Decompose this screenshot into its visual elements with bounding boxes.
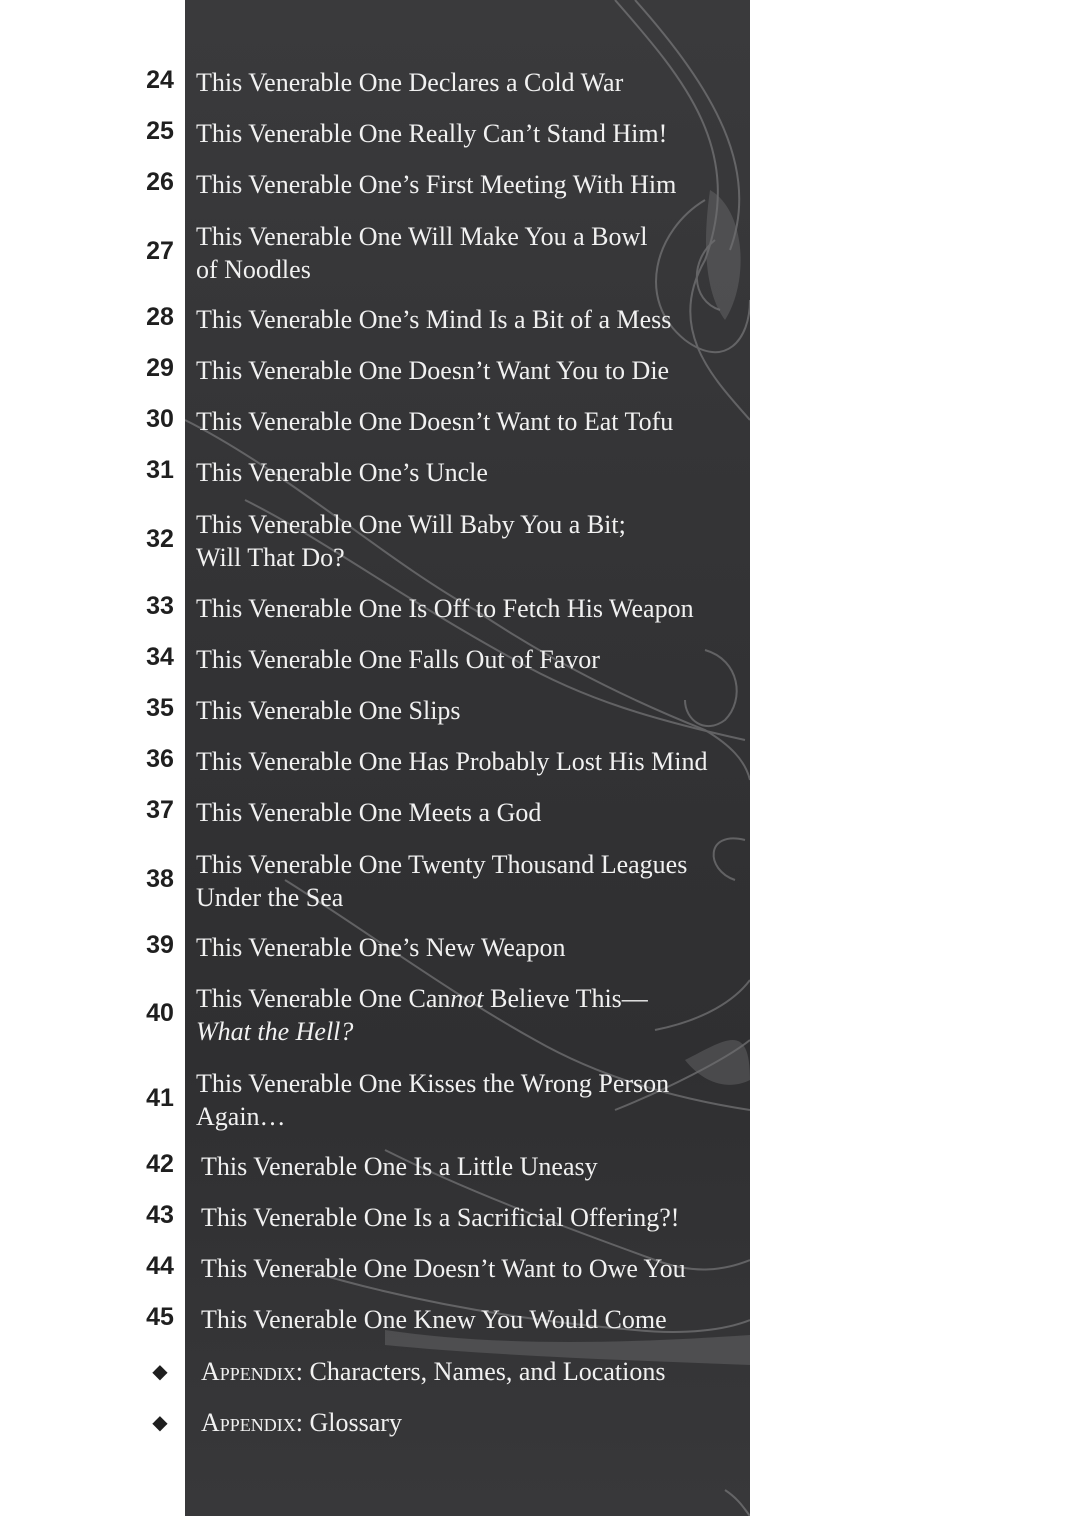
chapter-number: 28 [146,303,174,331]
chapter-number: 44 [146,1252,174,1280]
chapter-title[interactable]: This Venerable One Doesn’t Want to Eat Tofu [196,407,674,436]
chapter-number: 36 [146,745,174,773]
diamond-bullet-icon: ◆ [152,1412,168,1434]
chapter-number: 24 [146,66,174,94]
chapter-number: 27 [146,237,174,265]
chapter-number: 45 [146,1303,174,1331]
chapter-number: 42 [146,1150,174,1178]
chapter-title-line: Will That Do? [196,543,345,572]
chapter-number: 32 [146,525,174,553]
chapter-number: 34 [146,643,174,671]
appendix-title[interactable] [201,1406,731,1439]
chapter-title-line: This Venerable One Kisses the Wrong Person [196,1069,670,1098]
chapter-number: 41 [146,1084,174,1112]
appendix-title-text: Glossary [303,1408,402,1437]
appendix-label: Appendix: [201,1408,304,1437]
chapter-number: 26 [146,168,174,196]
chapter-title[interactable] [196,1067,726,1133]
chapter-title[interactable]: This Venerable One Declares a Cold War [196,68,624,97]
chapter-number: 35 [146,694,174,722]
chapter-title[interactable]: This Venerable One Is Off to Fetch His Weapon [196,594,694,623]
chapter-title-line: Again… [196,1102,286,1131]
chapter-title[interactable] [196,508,726,574]
appendix-label: Appendix: [201,1357,304,1386]
chapter-title[interactable] [196,848,726,914]
chapter-number: 39 [146,931,174,959]
chapter-title-text: Believe This— [483,984,648,1013]
chapter-number: 43 [146,1201,174,1229]
chapter-number: 29 [146,354,174,382]
chapter-number: 33 [146,592,174,620]
appendix-title[interactable] [201,1355,731,1388]
chapter-title-line: This Venerable One Will Baby You a Bit; [196,510,626,539]
chapter-title[interactable]: This Venerable One Really Can’t Stand Him! [196,119,668,148]
chapter-title[interactable]: This Venerable One Falls Out of Favor [196,645,600,674]
chapter-title[interactable]: This Venerable One Meets a God [196,798,542,827]
chapter-title-text: This Venerable One Can [196,984,451,1013]
chapter-title[interactable]: This Venerable One Is a Little Uneasy [201,1152,598,1181]
chapter-title[interactable] [196,220,726,286]
chapter-number: 30 [146,405,174,433]
chapter-title-line: What the Hell? [196,1017,354,1046]
chapter-title-line: Under the Sea [196,883,344,912]
chapter-title[interactable]: This Venerable One Has Probably Lost His Mind [196,747,708,776]
chapter-title-line: of Noodles [196,255,311,284]
chapter-title[interactable] [196,982,726,1048]
chapter-title[interactable]: This Venerable One’s New Weapon [196,933,566,962]
chapter-title[interactable]: This Venerable One Knew You Would Come [201,1305,667,1334]
chapter-number: 37 [146,796,174,824]
chapter-title-emphasis: not [450,984,484,1013]
chapter-number: 31 [146,456,174,484]
diamond-bullet-icon: ◆ [152,1361,168,1383]
chapter-title[interactable]: This Venerable One’s Mind Is a Bit of a Mess [196,305,672,334]
chapter-title-line: This Venerable One Will Make You a Bowl [196,222,648,251]
chapter-title[interactable]: This Venerable One Doesn’t Want You to Die [196,356,670,385]
chapter-title[interactable]: This Venerable One Doesn’t Want to Owe You [201,1254,686,1283]
chapter-number: 40 [146,999,174,1027]
chapter-number: 25 [146,117,174,145]
chapter-title[interactable]: This Venerable One’s First Meeting With Him [196,170,677,199]
chapter-title-line: This Venerable One Twenty Thousand Leagues [196,850,688,879]
chapter-title[interactable]: This Venerable One Is a Sacrificial Offering?! [201,1203,680,1232]
chapter-title[interactable]: This Venerable One’s Uncle [196,458,488,487]
chapter-title-line [196,982,726,1015]
appendix-title-text: Characters, Names, and Locations [303,1357,666,1386]
chapter-number: 38 [146,865,174,893]
chapter-title[interactable]: This Venerable One Slips [196,696,461,725]
